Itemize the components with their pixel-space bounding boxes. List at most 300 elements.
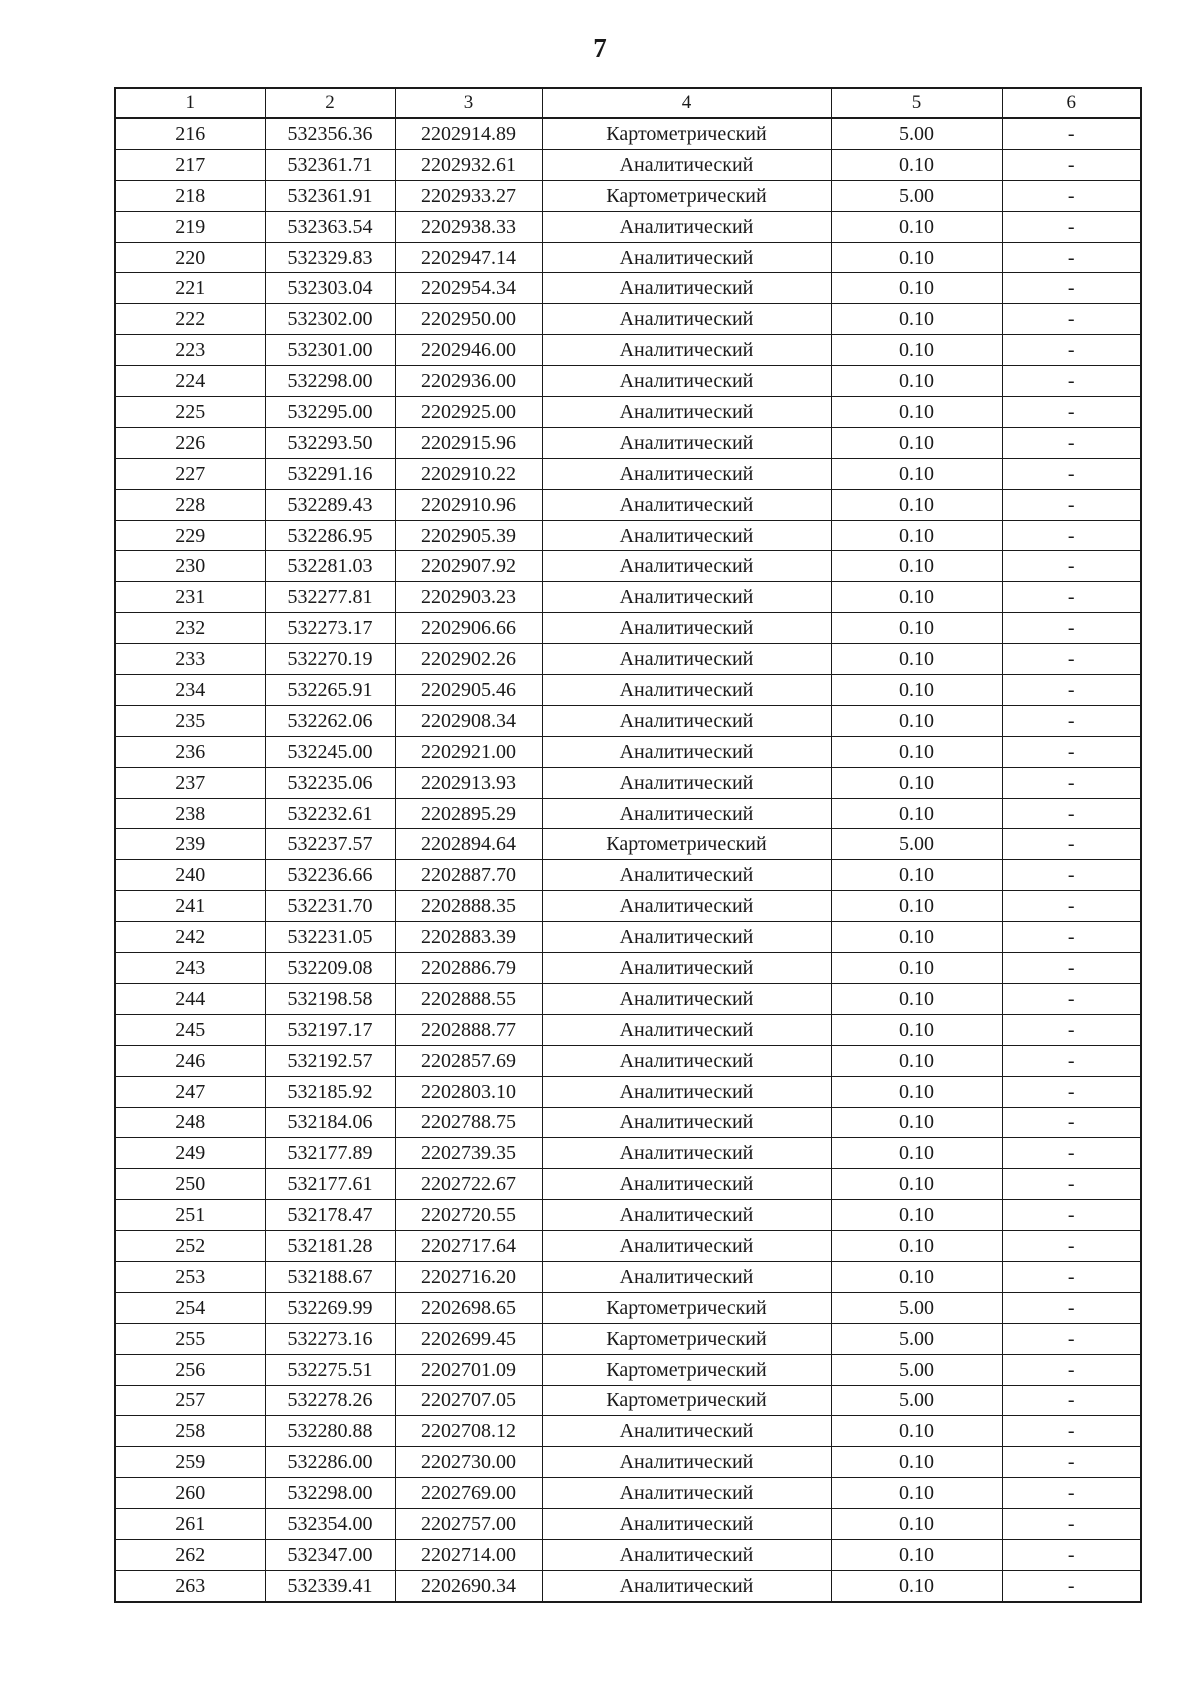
note-cell: - (1002, 1354, 1141, 1385)
note-cell: - (1002, 1416, 1141, 1447)
x-coordinate-cell: 532232.61 (265, 798, 395, 829)
method-cell: Картометрический (542, 1354, 831, 1385)
point-number-cell: 246 (115, 1045, 265, 1076)
accuracy-cell: 0.10 (831, 1416, 1002, 1447)
y-coordinate-cell: 2202946.00 (395, 335, 542, 366)
note-cell: - (1002, 767, 1141, 798)
x-coordinate-cell: 532354.00 (265, 1509, 395, 1540)
y-coordinate-cell: 2202910.96 (395, 489, 542, 520)
method-cell: Аналитический (542, 1539, 831, 1570)
note-cell: - (1002, 1539, 1141, 1570)
accuracy-cell: 0.10 (831, 705, 1002, 736)
method-cell: Аналитический (542, 149, 831, 180)
method-cell: Аналитический (542, 551, 831, 582)
table-row (115, 829, 1141, 860)
table-row (115, 427, 1141, 458)
accuracy-cell: 0.10 (831, 1014, 1002, 1045)
point-number-cell: 227 (115, 458, 265, 489)
method-cell: Аналитический (542, 366, 831, 397)
note-cell: - (1002, 798, 1141, 829)
method-cell: Аналитический (542, 1261, 831, 1292)
y-coordinate-cell: 2202905.46 (395, 675, 542, 706)
y-coordinate-cell: 2202788.75 (395, 1107, 542, 1138)
point-number-cell: 257 (115, 1385, 265, 1416)
point-number-cell: 220 (115, 242, 265, 273)
note-cell: - (1002, 1076, 1141, 1107)
method-cell: Аналитический (542, 520, 831, 551)
table-row (115, 211, 1141, 242)
method-cell: Аналитический (542, 335, 831, 366)
x-coordinate-cell: 532184.06 (265, 1107, 395, 1138)
point-number-cell: 226 (115, 427, 265, 458)
point-number-cell: 221 (115, 273, 265, 304)
note-cell: - (1002, 427, 1141, 458)
y-coordinate-cell: 2202739.35 (395, 1138, 542, 1169)
y-coordinate-cell: 2202803.10 (395, 1076, 542, 1107)
note-cell: - (1002, 489, 1141, 520)
accuracy-cell: 0.10 (831, 1509, 1002, 1540)
y-coordinate-cell: 2202910.22 (395, 458, 542, 489)
x-coordinate-cell: 532295.00 (265, 397, 395, 428)
y-coordinate-cell: 2202895.29 (395, 798, 542, 829)
y-coordinate-cell: 2202954.34 (395, 273, 542, 304)
table-body (115, 118, 1141, 1602)
y-coordinate-cell: 2202757.00 (395, 1509, 542, 1540)
x-coordinate-cell: 532363.54 (265, 211, 395, 242)
x-coordinate-cell: 532236.66 (265, 860, 395, 891)
x-coordinate-cell: 532185.92 (265, 1076, 395, 1107)
y-coordinate-cell: 2202886.79 (395, 953, 542, 984)
accuracy-cell: 5.00 (831, 1292, 1002, 1323)
table-header (115, 88, 1141, 118)
note-cell: - (1002, 397, 1141, 428)
x-coordinate-cell: 532361.71 (265, 149, 395, 180)
x-coordinate-cell: 532286.00 (265, 1447, 395, 1478)
table-row (115, 922, 1141, 953)
accuracy-cell: 0.10 (831, 366, 1002, 397)
y-coordinate-cell: 2202903.23 (395, 582, 542, 613)
point-number-cell: 238 (115, 798, 265, 829)
note-cell: - (1002, 118, 1141, 149)
note-cell: - (1002, 582, 1141, 613)
column-header-2: 2 (265, 88, 395, 118)
column-header-1: 1 (115, 88, 265, 118)
method-cell: Аналитический (542, 953, 831, 984)
x-coordinate-cell: 532286.95 (265, 520, 395, 551)
y-coordinate-cell: 2202722.67 (395, 1169, 542, 1200)
method-cell: Аналитический (542, 675, 831, 706)
point-number-cell: 254 (115, 1292, 265, 1323)
point-number-cell: 225 (115, 397, 265, 428)
table-row (115, 1138, 1141, 1169)
accuracy-cell: 0.10 (831, 953, 1002, 984)
method-cell: Аналитический (542, 644, 831, 675)
note-cell: - (1002, 1292, 1141, 1323)
note-cell: - (1002, 335, 1141, 366)
accuracy-cell: 0.10 (831, 1570, 1002, 1601)
note-cell: - (1002, 1107, 1141, 1138)
point-number-cell: 260 (115, 1478, 265, 1509)
note-cell: - (1002, 953, 1141, 984)
method-cell: Аналитический (542, 891, 831, 922)
note-cell: - (1002, 1323, 1141, 1354)
method-cell: Аналитический (542, 273, 831, 304)
accuracy-cell: 0.10 (831, 304, 1002, 335)
table-row (115, 891, 1141, 922)
method-cell: Картометрический (542, 1385, 831, 1416)
point-number-cell: 252 (115, 1231, 265, 1262)
table-row (115, 1478, 1141, 1509)
y-coordinate-cell: 2202707.05 (395, 1385, 542, 1416)
point-number-cell: 245 (115, 1014, 265, 1045)
y-coordinate-cell: 2202887.70 (395, 860, 542, 891)
y-coordinate-cell: 2202938.33 (395, 211, 542, 242)
method-cell: Аналитический (542, 427, 831, 458)
note-cell: - (1002, 644, 1141, 675)
table-row (115, 983, 1141, 1014)
point-number-cell: 219 (115, 211, 265, 242)
x-coordinate-cell: 532177.61 (265, 1169, 395, 1200)
point-number-cell: 216 (115, 118, 265, 149)
method-cell: Аналитический (542, 1231, 831, 1262)
note-cell: - (1002, 1478, 1141, 1509)
point-number-cell: 249 (115, 1138, 265, 1169)
x-coordinate-cell: 532188.67 (265, 1261, 395, 1292)
y-coordinate-cell: 2202914.89 (395, 118, 542, 149)
point-number-cell: 242 (115, 922, 265, 953)
table-row (115, 335, 1141, 366)
x-coordinate-cell: 532356.36 (265, 118, 395, 149)
note-cell: - (1002, 860, 1141, 891)
note-cell: - (1002, 613, 1141, 644)
method-cell: Аналитический (542, 582, 831, 613)
x-coordinate-cell: 532197.17 (265, 1014, 395, 1045)
x-coordinate-cell: 532277.81 (265, 582, 395, 613)
point-number-cell: 243 (115, 953, 265, 984)
table-row (115, 118, 1141, 149)
x-coordinate-cell: 532291.16 (265, 458, 395, 489)
x-coordinate-cell: 532273.17 (265, 613, 395, 644)
note-cell: - (1002, 922, 1141, 953)
accuracy-cell: 5.00 (831, 829, 1002, 860)
method-cell: Аналитический (542, 736, 831, 767)
y-coordinate-cell: 2202701.09 (395, 1354, 542, 1385)
y-coordinate-cell: 2202888.55 (395, 983, 542, 1014)
method-cell: Аналитический (542, 1570, 831, 1601)
accuracy-cell: 0.10 (831, 397, 1002, 428)
table-row (115, 736, 1141, 767)
x-coordinate-cell: 532361.91 (265, 180, 395, 211)
x-coordinate-cell: 532245.00 (265, 736, 395, 767)
y-coordinate-cell: 2202902.26 (395, 644, 542, 675)
method-cell: Аналитический (542, 798, 831, 829)
x-coordinate-cell: 532281.03 (265, 551, 395, 582)
note-cell: - (1002, 520, 1141, 551)
y-coordinate-cell: 2202716.20 (395, 1261, 542, 1292)
note-cell: - (1002, 211, 1141, 242)
method-cell: Аналитический (542, 1200, 831, 1231)
y-coordinate-cell: 2202907.92 (395, 551, 542, 582)
table-row (115, 860, 1141, 891)
x-coordinate-cell: 532301.00 (265, 335, 395, 366)
point-number-cell: 230 (115, 551, 265, 582)
x-coordinate-cell: 532329.83 (265, 242, 395, 273)
accuracy-cell: 0.10 (831, 520, 1002, 551)
point-number-cell: 236 (115, 736, 265, 767)
note-cell: - (1002, 1014, 1141, 1045)
point-number-cell: 263 (115, 1570, 265, 1601)
point-number-cell: 229 (115, 520, 265, 551)
y-coordinate-cell: 2202708.12 (395, 1416, 542, 1447)
point-number-cell: 240 (115, 860, 265, 891)
accuracy-cell: 5.00 (831, 1323, 1002, 1354)
x-coordinate-cell: 532209.08 (265, 953, 395, 984)
method-cell: Аналитический (542, 983, 831, 1014)
x-coordinate-cell: 532280.88 (265, 1416, 395, 1447)
point-number-cell: 255 (115, 1323, 265, 1354)
point-number-cell: 239 (115, 829, 265, 860)
point-number-cell: 235 (115, 705, 265, 736)
point-number-cell: 237 (115, 767, 265, 798)
y-coordinate-cell: 2202888.77 (395, 1014, 542, 1045)
accuracy-cell: 5.00 (831, 180, 1002, 211)
table-row (115, 489, 1141, 520)
point-number-cell: 251 (115, 1200, 265, 1231)
table-row (115, 1570, 1141, 1601)
table-row (115, 644, 1141, 675)
accuracy-cell: 0.10 (831, 1107, 1002, 1138)
accuracy-cell: 0.10 (831, 1539, 1002, 1570)
method-cell: Аналитический (542, 922, 831, 953)
table-row (115, 180, 1141, 211)
y-coordinate-cell: 2202714.00 (395, 1539, 542, 1570)
accuracy-cell: 0.10 (831, 1261, 1002, 1292)
note-cell: - (1002, 1570, 1141, 1601)
table-row (115, 953, 1141, 984)
accuracy-cell: 0.10 (831, 798, 1002, 829)
y-coordinate-cell: 2202933.27 (395, 180, 542, 211)
accuracy-cell: 0.10 (831, 1045, 1002, 1076)
point-number-cell: 224 (115, 366, 265, 397)
table-row (115, 520, 1141, 551)
accuracy-cell: 0.10 (831, 983, 1002, 1014)
method-cell: Аналитический (542, 1045, 831, 1076)
table-row (115, 1076, 1141, 1107)
x-coordinate-cell: 532289.43 (265, 489, 395, 520)
point-number-cell: 247 (115, 1076, 265, 1107)
table-row (115, 1509, 1141, 1540)
note-cell: - (1002, 366, 1141, 397)
method-cell: Аналитический (542, 1509, 831, 1540)
method-cell: Картометрический (542, 118, 831, 149)
table-row (115, 1539, 1141, 1570)
header-row (115, 88, 1141, 118)
table-row (115, 675, 1141, 706)
note-cell: - (1002, 736, 1141, 767)
note-cell: - (1002, 1509, 1141, 1540)
y-coordinate-cell: 2202730.00 (395, 1447, 542, 1478)
method-cell: Аналитический (542, 1478, 831, 1509)
method-cell: Аналитический (542, 1107, 831, 1138)
point-number-cell: 241 (115, 891, 265, 922)
table-row (115, 1323, 1141, 1354)
table-row (115, 1045, 1141, 1076)
accuracy-cell: 5.00 (831, 1354, 1002, 1385)
y-coordinate-cell: 2202769.00 (395, 1478, 542, 1509)
accuracy-cell: 0.10 (831, 1138, 1002, 1169)
accuracy-cell: 0.10 (831, 242, 1002, 273)
note-cell: - (1002, 242, 1141, 273)
point-number-cell: 256 (115, 1354, 265, 1385)
x-coordinate-cell: 532302.00 (265, 304, 395, 335)
note-cell: - (1002, 891, 1141, 922)
coordinates-table (114, 87, 1142, 1603)
point-number-cell: 259 (115, 1447, 265, 1478)
accuracy-cell: 0.10 (831, 273, 1002, 304)
table-row (115, 149, 1141, 180)
x-coordinate-cell: 532275.51 (265, 1354, 395, 1385)
table-row (115, 767, 1141, 798)
table-row (115, 1107, 1141, 1138)
method-cell: Аналитический (542, 1014, 831, 1045)
method-cell: Аналитический (542, 613, 831, 644)
accuracy-cell: 0.10 (831, 427, 1002, 458)
accuracy-cell: 0.10 (831, 1200, 1002, 1231)
note-cell: - (1002, 675, 1141, 706)
note-cell: - (1002, 1200, 1141, 1231)
column-header-3: 3 (395, 88, 542, 118)
table-row (115, 366, 1141, 397)
method-cell: Аналитический (542, 489, 831, 520)
x-coordinate-cell: 532339.41 (265, 1570, 395, 1601)
note-cell: - (1002, 1138, 1141, 1169)
accuracy-cell: 0.10 (831, 582, 1002, 613)
method-cell: Картометрический (542, 829, 831, 860)
accuracy-cell: 0.10 (831, 675, 1002, 706)
x-coordinate-cell: 532303.04 (265, 273, 395, 304)
point-number-cell: 231 (115, 582, 265, 613)
table-row (115, 1385, 1141, 1416)
method-cell: Аналитический (542, 1138, 831, 1169)
table-row (115, 1014, 1141, 1045)
point-number-cell: 232 (115, 613, 265, 644)
point-number-cell: 223 (115, 335, 265, 366)
y-coordinate-cell: 2202905.39 (395, 520, 542, 551)
x-coordinate-cell: 532231.05 (265, 922, 395, 953)
y-coordinate-cell: 2202921.00 (395, 736, 542, 767)
method-cell: Аналитический (542, 705, 831, 736)
accuracy-cell: 0.10 (831, 551, 1002, 582)
accuracy-cell: 0.10 (831, 736, 1002, 767)
note-cell: - (1002, 705, 1141, 736)
method-cell: Аналитический (542, 1076, 831, 1107)
accuracy-cell: 0.10 (831, 458, 1002, 489)
accuracy-cell: 0.10 (831, 891, 1002, 922)
x-coordinate-cell: 532178.47 (265, 1200, 395, 1231)
method-cell: Аналитический (542, 860, 831, 891)
y-coordinate-cell: 2202857.69 (395, 1045, 542, 1076)
point-number-cell: 258 (115, 1416, 265, 1447)
y-coordinate-cell: 2202690.34 (395, 1570, 542, 1601)
accuracy-cell: 0.10 (831, 860, 1002, 891)
point-number-cell: 262 (115, 1539, 265, 1570)
x-coordinate-cell: 532270.19 (265, 644, 395, 675)
x-coordinate-cell: 532231.70 (265, 891, 395, 922)
y-coordinate-cell: 2202936.00 (395, 366, 542, 397)
x-coordinate-cell: 532298.00 (265, 1478, 395, 1509)
table-row (115, 582, 1141, 613)
note-cell: - (1002, 551, 1141, 582)
note-cell: - (1002, 1385, 1141, 1416)
table-row (115, 242, 1141, 273)
point-number-cell: 244 (115, 983, 265, 1014)
x-coordinate-cell: 532237.57 (265, 829, 395, 860)
accuracy-cell: 0.10 (831, 1169, 1002, 1200)
accuracy-cell: 0.10 (831, 1076, 1002, 1107)
column-header-5: 5 (831, 88, 1002, 118)
note-cell: - (1002, 829, 1141, 860)
y-coordinate-cell: 2202883.39 (395, 922, 542, 953)
point-number-cell: 222 (115, 304, 265, 335)
table-row (115, 1354, 1141, 1385)
note-cell: - (1002, 149, 1141, 180)
method-cell: Картометрический (542, 180, 831, 211)
x-coordinate-cell: 532177.89 (265, 1138, 395, 1169)
point-number-cell: 261 (115, 1509, 265, 1540)
x-coordinate-cell: 532262.06 (265, 705, 395, 736)
note-cell: - (1002, 458, 1141, 489)
method-cell: Аналитический (542, 397, 831, 428)
accuracy-cell: 0.10 (831, 1447, 1002, 1478)
accuracy-cell: 0.10 (831, 1478, 1002, 1509)
point-number-cell: 218 (115, 180, 265, 211)
point-number-cell: 253 (115, 1261, 265, 1292)
accuracy-cell: 0.10 (831, 613, 1002, 644)
x-coordinate-cell: 532298.00 (265, 366, 395, 397)
method-cell: Аналитический (542, 211, 831, 242)
table-row (115, 1292, 1141, 1323)
note-cell: - (1002, 1231, 1141, 1262)
coordinates-table-container (114, 87, 1140, 1603)
accuracy-cell: 0.10 (831, 1231, 1002, 1262)
x-coordinate-cell: 532269.99 (265, 1292, 395, 1323)
table-row (115, 798, 1141, 829)
table-row (115, 273, 1141, 304)
method-cell: Аналитический (542, 1447, 831, 1478)
table-row (115, 1169, 1141, 1200)
table-row (115, 1200, 1141, 1231)
page-number: 7 (593, 33, 607, 63)
point-number-cell: 234 (115, 675, 265, 706)
method-cell: Аналитический (542, 767, 831, 798)
method-cell: Картометрический (542, 1292, 831, 1323)
y-coordinate-cell: 2202950.00 (395, 304, 542, 335)
point-number-cell: 228 (115, 489, 265, 520)
accuracy-cell: 5.00 (831, 1385, 1002, 1416)
note-cell: - (1002, 1045, 1141, 1076)
y-coordinate-cell: 2202717.64 (395, 1231, 542, 1262)
column-header-4: 4 (542, 88, 831, 118)
y-coordinate-cell: 2202720.55 (395, 1200, 542, 1231)
accuracy-cell: 0.10 (831, 644, 1002, 675)
y-coordinate-cell: 2202698.65 (395, 1292, 542, 1323)
point-number-cell: 233 (115, 644, 265, 675)
note-cell: - (1002, 273, 1141, 304)
point-number-cell: 250 (115, 1169, 265, 1200)
accuracy-cell: 0.10 (831, 489, 1002, 520)
table-row (115, 705, 1141, 736)
accuracy-cell: 0.10 (831, 211, 1002, 242)
